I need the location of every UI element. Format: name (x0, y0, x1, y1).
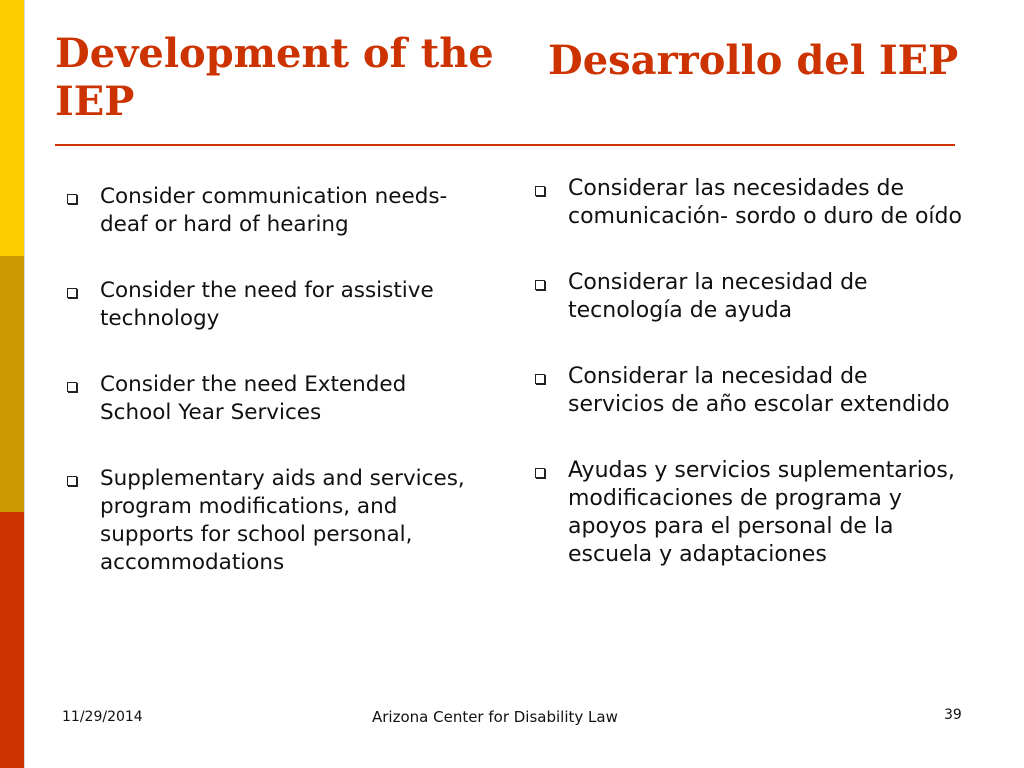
square-bullet-icon (535, 374, 545, 384)
bullet-item (530, 457, 970, 569)
footer-organization: Arizona Center for Disability Law (372, 708, 618, 726)
slide-title-english: Development of the IEP (55, 30, 494, 125)
bullet-item (62, 371, 472, 427)
accent-strip-bottom (0, 512, 24, 768)
square-bullet-icon (67, 382, 77, 392)
bullet-text: Ayudas y servicios suplementarios, modificaciones de programa y apoyos para el personal de la escuela y adaptaciones (568, 458, 955, 567)
bullet-item (530, 175, 970, 231)
slide-number: 39 (944, 707, 962, 723)
square-bullet-icon (535, 468, 545, 478)
bullet-text: Considerar la necesidad de servicios de año escolar extendido (568, 364, 950, 417)
accent-strip-top (0, 0, 24, 256)
square-bullet-icon (535, 280, 545, 290)
bullet-text: Considerar las necesidades de comunicación- sordo o duro de oído (568, 176, 962, 229)
bullet-item (530, 363, 970, 419)
slide-title-spanish: Desarrollo del IEP (548, 37, 959, 84)
bullet-text: Consider communication needs- deaf or hard of hearing (100, 184, 448, 237)
bullet-list-spanish (530, 175, 970, 607)
bullet-item (62, 183, 472, 239)
square-bullet-icon (67, 194, 77, 204)
accent-strip-border (24, 0, 25, 768)
bullet-text: Consider the need Extended School Year Services (100, 372, 407, 425)
square-bullet-icon (67, 476, 77, 486)
bullet-text: Consider the need for assistive technology (100, 278, 434, 331)
bullet-item (62, 465, 472, 577)
bullet-item (62, 277, 472, 333)
footer-date: 11/29/2014 (62, 709, 143, 725)
bullet-text: Supplementary aids and services, program modifications, and supports for school personal, accommodations (100, 466, 465, 575)
title-divider (55, 144, 955, 146)
bullet-text: Considerar la necesidad de tecnología de ayuda (568, 270, 868, 323)
bullet-item (530, 269, 970, 325)
accent-strip-middle (0, 256, 24, 512)
square-bullet-icon (67, 288, 77, 298)
bullet-list-english (62, 183, 472, 615)
square-bullet-icon (535, 186, 545, 196)
